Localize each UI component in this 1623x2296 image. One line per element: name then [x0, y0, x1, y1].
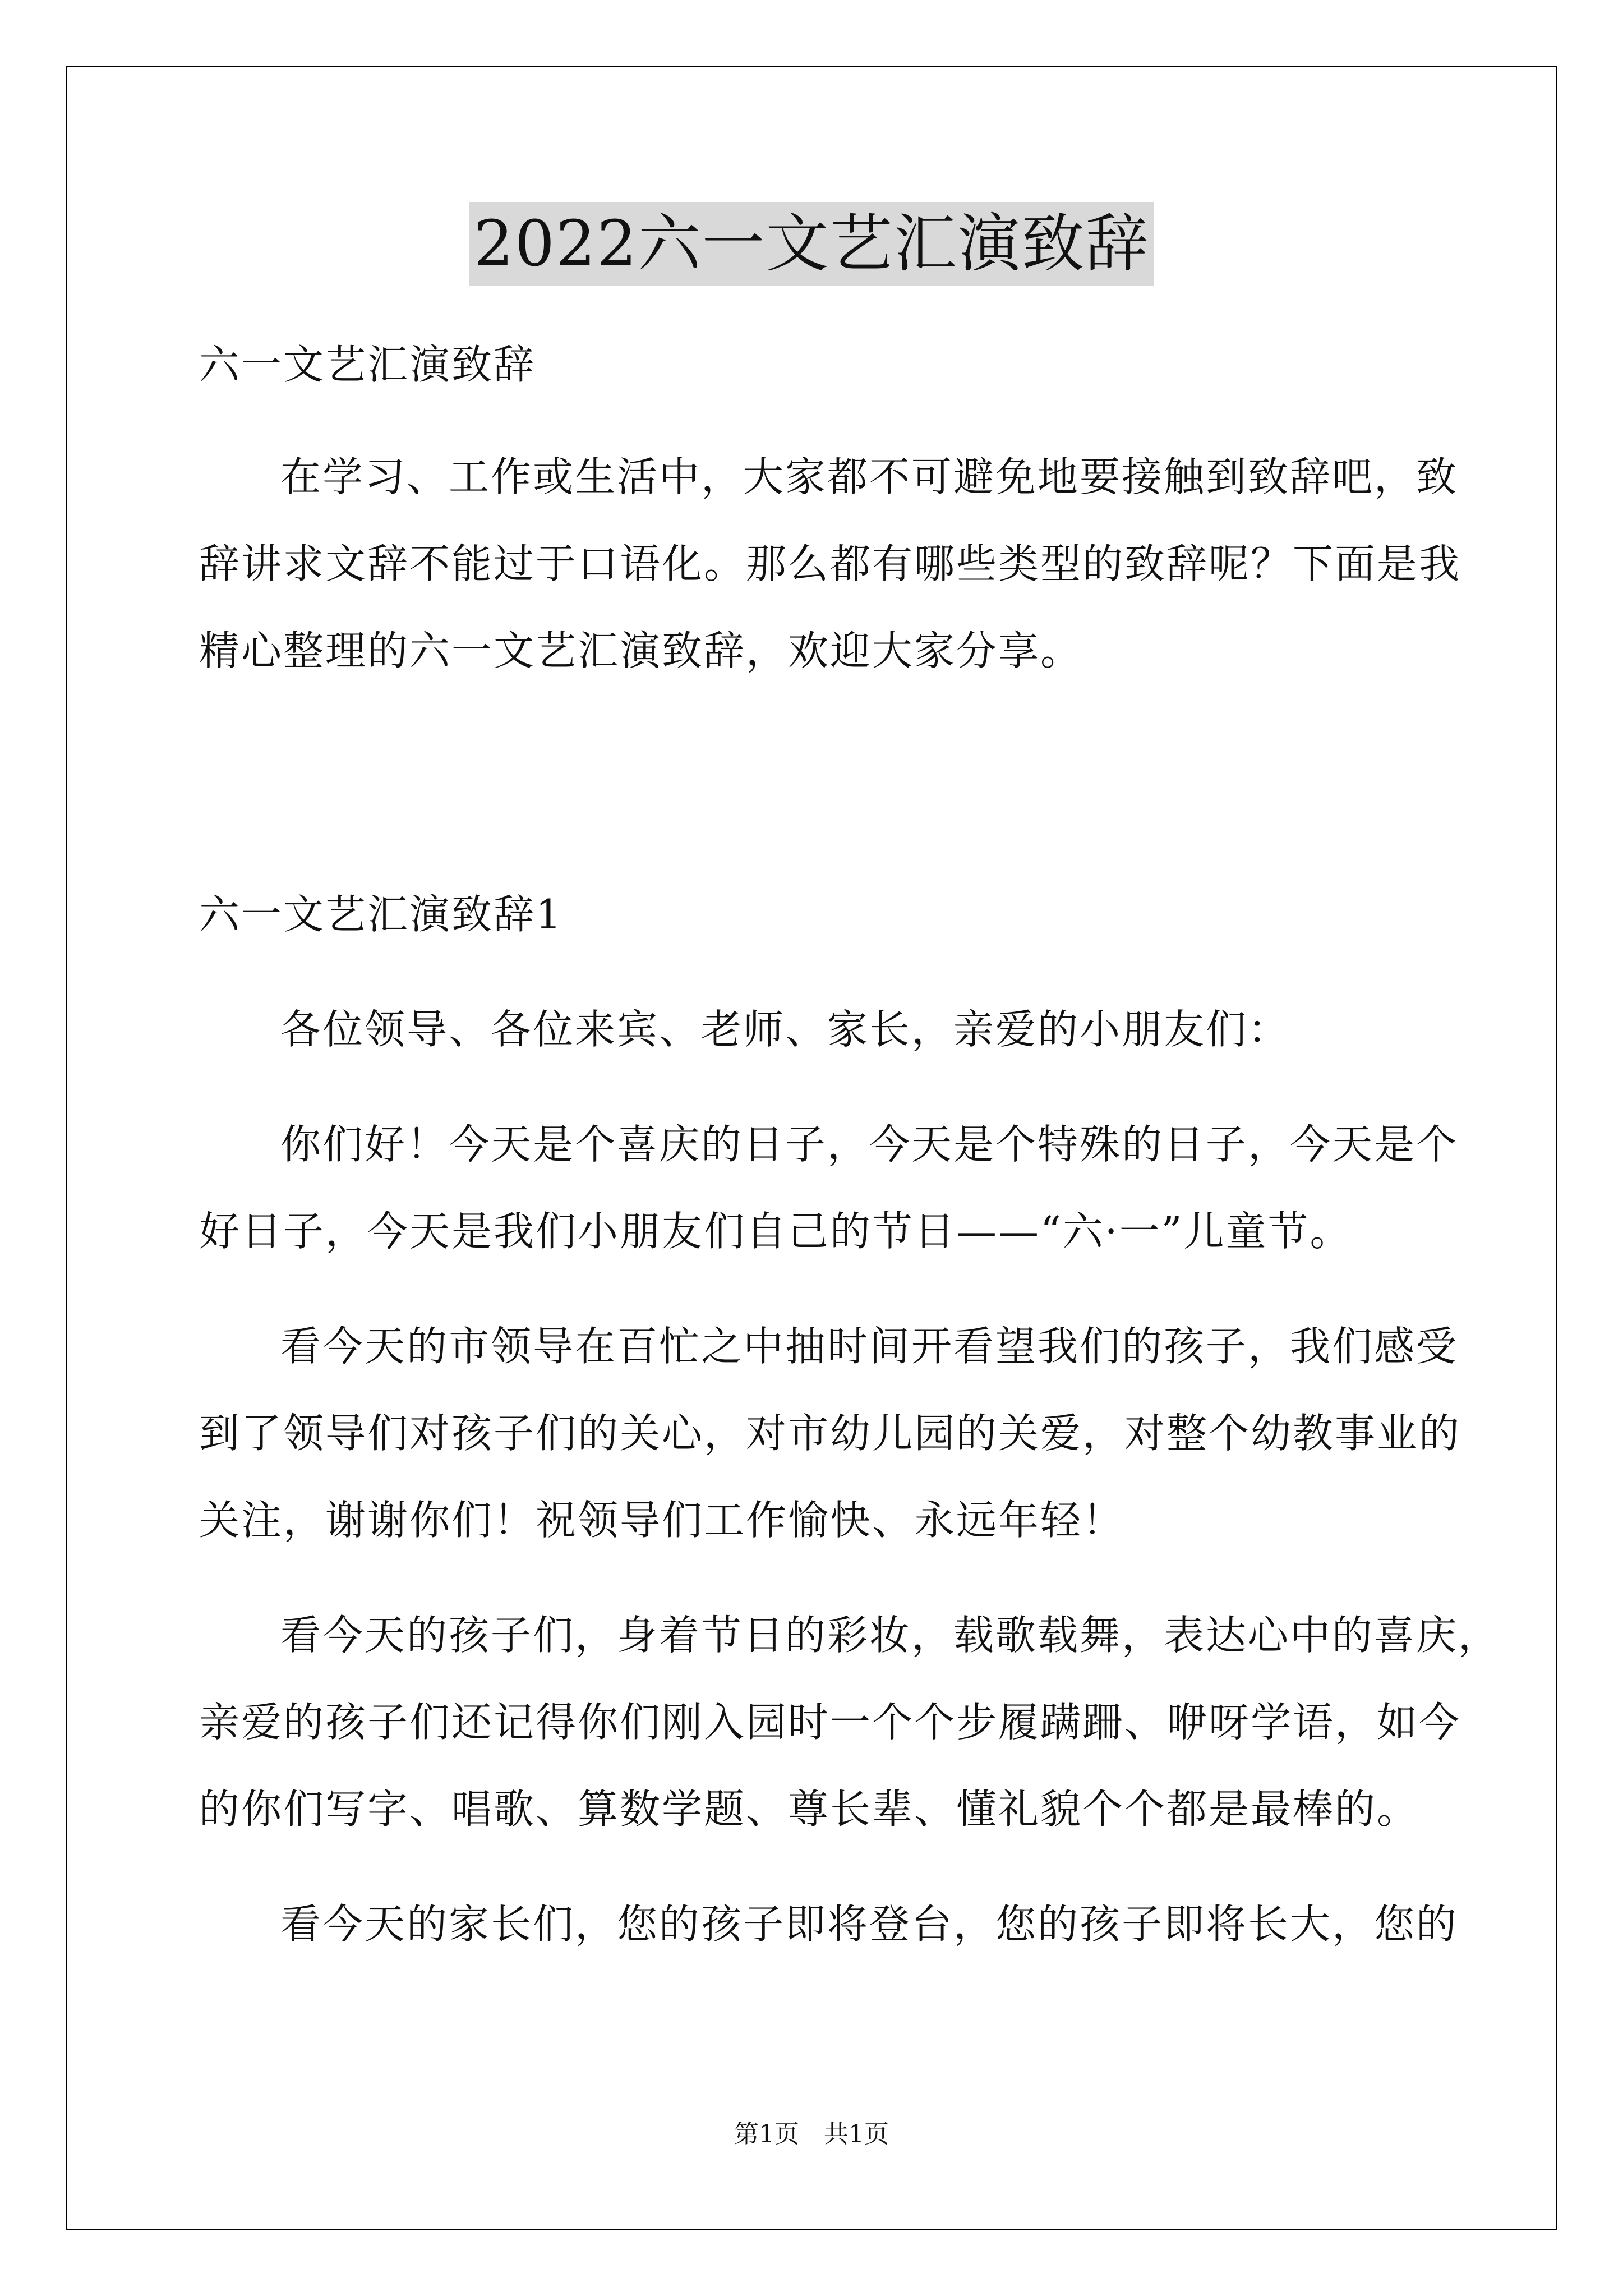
- body-line: 你们好！今天是个喜庆的日子，今天是个特殊的日子，今天是个: [280, 1121, 1459, 1168]
- intro-line: 辞讲求文辞不能过于口语化。那么都有哪些类型的致辞呢？下面是我: [199, 540, 1461, 587]
- intro-line: 在学习、工作或生活中，大家都不可避免地要接触到致辞吧，致: [280, 453, 1459, 500]
- body-line: 看今天的家长们，您的孩子即将登台，您的孩子即将长大，您的: [280, 1901, 1459, 1948]
- body-line: 看今天的孩子们，身着节日的彩妆，载歌载舞，表达心中的喜庆，: [280, 1612, 1501, 1659]
- body-line: 关注，谢谢你们！祝领导们工作愉快、永远年轻！: [199, 1497, 1125, 1544]
- title-container: [0, 202, 1623, 286]
- body-line: 各位领导、各位来宾、老师、家长，亲爱的小朋友们：: [280, 1006, 1290, 1053]
- body-line: 好日子，今天是我们小朋友们自己的节日——“六·一”儿童节。: [199, 1208, 1352, 1255]
- body-line: 亲爱的孩子们还记得你们刚入园时一个个步履蹒跚、咿呀学语，如今: [199, 1699, 1461, 1746]
- document-title: 2022六一文艺汇演致辞: [469, 202, 1154, 286]
- body-line: 看今天的市领导在百忙之中抽时间开看望我们的孩子，我们感受: [280, 1323, 1459, 1370]
- section-heading: 六一文艺汇演致辞1: [199, 891, 563, 938]
- body-line: 到了领导们对孩子们的关心，对市幼儿园的关爱，对整个幼教事业的: [199, 1410, 1461, 1457]
- body-line: 的你们写字、唱歌、算数学题、尊长辈、懂礼貌个个都是最棒的。: [199, 1786, 1419, 1833]
- page-footer: 第1页 共1页: [734, 2120, 889, 2148]
- subtitle: 六一文艺汇演致辞: [199, 341, 536, 388]
- intro-line: 精心整理的六一文艺汇演致辞，欢迎大家分享。: [199, 627, 1083, 674]
